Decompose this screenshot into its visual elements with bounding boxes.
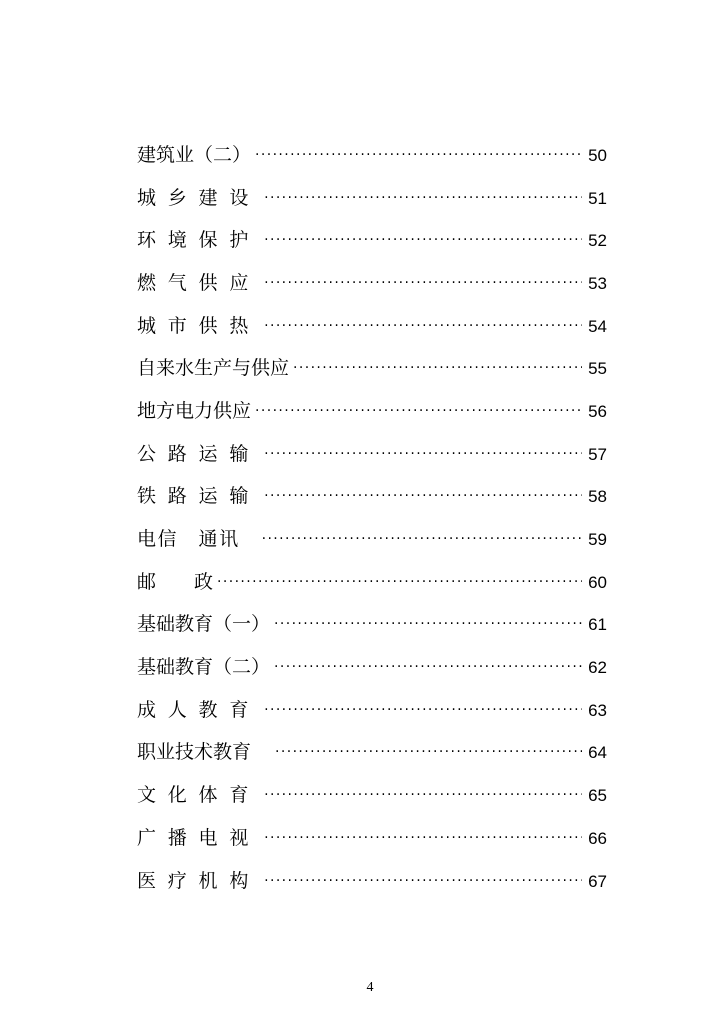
- toc-dot-leader: [264, 274, 582, 293]
- toc-entry-title: 自来水生产与供应: [137, 357, 290, 380]
- toc-entry-title: 公路运输: [137, 442, 261, 465]
- toc-entry[interactable]: [137, 134, 607, 177]
- toc-entry-title: 城市供热: [137, 314, 261, 337]
- toc-entry[interactable]: [137, 433, 607, 476]
- toc-entry[interactable]: [137, 305, 607, 348]
- toc-dot-leader: [264, 189, 582, 208]
- toc-entry[interactable]: [137, 860, 607, 903]
- page-number: 4: [366, 980, 374, 995]
- toc-entry[interactable]: [137, 219, 607, 262]
- toc-dot-leader: [262, 530, 582, 549]
- toc-entry-title: 广播电视: [137, 826, 261, 849]
- toc-dot-leader: [264, 872, 582, 891]
- toc-entry[interactable]: [137, 177, 607, 220]
- toc-entry[interactable]: [137, 476, 607, 519]
- toc-entry-title: 环境保护: [137, 229, 261, 252]
- toc-dot-leader: [264, 317, 582, 336]
- toc-entry-title: 电信 通讯: [137, 528, 240, 551]
- toc-entry-page: 67: [588, 871, 607, 891]
- toc-entry[interactable]: [137, 390, 607, 433]
- toc-entry[interactable]: [137, 774, 607, 817]
- toc-entry-title: 燃气供应: [137, 271, 261, 294]
- toc-entry[interactable]: [137, 561, 607, 604]
- toc-dot-leader: [264, 701, 582, 720]
- toc-entry-page: 58: [588, 487, 607, 507]
- toc-dot-leader: [264, 786, 582, 805]
- toc-dot-leader: [274, 658, 582, 677]
- toc-entry-page: 64: [588, 743, 607, 763]
- toc-entry[interactable]: [137, 732, 607, 775]
- toc-entry[interactable]: [137, 262, 607, 305]
- toc-entry-title: 建筑业（二）: [137, 143, 252, 166]
- toc-entry-page: 54: [588, 316, 607, 336]
- toc-entry-title: 城乡建设: [137, 186, 261, 209]
- toc-entry-title: 职业技术教育: [137, 741, 252, 764]
- toc-entry[interactable]: [137, 646, 607, 689]
- toc-dot-leader: [264, 487, 582, 506]
- toc-entry-page: 61: [588, 615, 607, 635]
- toc-dot-leader: [274, 615, 582, 634]
- toc-dot-leader: [264, 829, 582, 848]
- toc-entry-page: 52: [588, 231, 607, 251]
- toc-dot-leader: [255, 146, 582, 165]
- toc-entry-title: 地方电力供应: [137, 399, 252, 422]
- toc-entry-title: 医疗机构: [137, 869, 261, 892]
- toc-entry-page: 59: [588, 530, 607, 550]
- toc-dot-leader: [217, 573, 582, 592]
- toc-entry-title: 基础教育（二）: [137, 656, 271, 679]
- toc-entry-title: 邮 政: [137, 570, 214, 593]
- toc-entry[interactable]: [137, 518, 607, 561]
- toc-dot-leader: [255, 402, 582, 421]
- toc-entry-title: 基础教育（一）: [137, 613, 271, 636]
- toc-entry-page: 62: [588, 658, 607, 678]
- toc-entry[interactable]: [137, 689, 607, 732]
- toc-dot-leader: [293, 359, 582, 378]
- toc-dot-leader: [264, 231, 582, 250]
- toc-entry-page: 55: [588, 359, 607, 379]
- toc-entry-title: 文化体育: [137, 784, 261, 807]
- toc-entry-page: 51: [588, 188, 607, 208]
- toc-entry-title: 成人教育: [137, 698, 261, 721]
- toc-dot-leader: [264, 445, 582, 464]
- table-of-contents: [137, 134, 607, 902]
- toc-entry-page: 56: [588, 401, 607, 421]
- toc-dot-leader: [275, 743, 582, 762]
- toc-entry-page: 53: [588, 273, 607, 293]
- toc-entry-page: 65: [588, 786, 607, 806]
- toc-entry[interactable]: [137, 817, 607, 860]
- toc-entry-page: 66: [588, 828, 607, 848]
- toc-entry[interactable]: [137, 347, 607, 390]
- toc-entry-page: 57: [588, 444, 607, 464]
- toc-entry-page: 50: [588, 145, 607, 165]
- toc-entry-title: 铁路运输: [137, 485, 261, 508]
- toc-entry[interactable]: [137, 604, 607, 647]
- toc-entry-page: 63: [588, 700, 607, 720]
- toc-entry-page: 60: [588, 572, 607, 592]
